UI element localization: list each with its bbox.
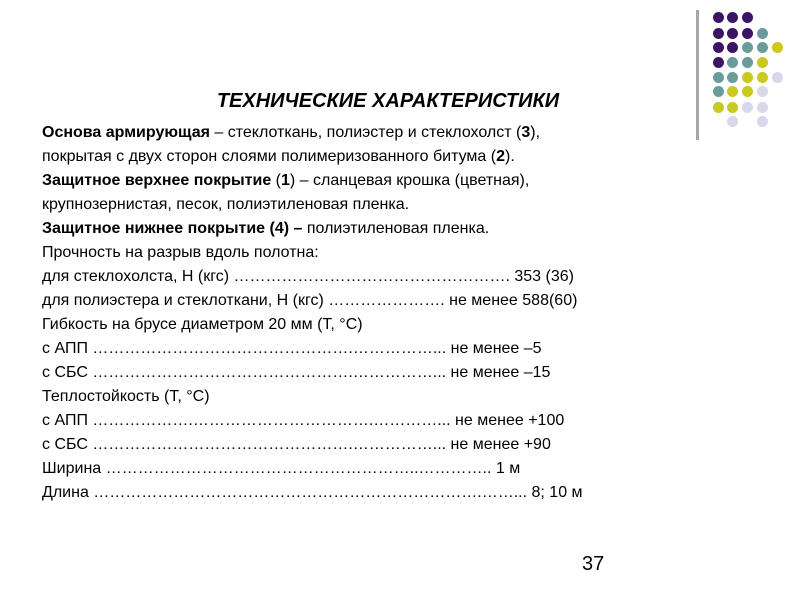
dot-purple xyxy=(742,28,753,39)
text-segment: – стеклоткань, полиэстер и стеклохолст ( xyxy=(209,124,522,141)
text-segment: с АПП ………………………………………….……………... не менее –5 xyxy=(42,340,542,357)
text-segment: для стеклохолста, Н (кгс) ……………………………………………. 353 (36) xyxy=(42,268,574,285)
text-segment: ( xyxy=(271,172,281,189)
dot-teal xyxy=(757,28,768,39)
text-segment: полиэтиленовая пленка. xyxy=(302,220,490,237)
text-segment: крупнозернистая, песок, полиэтиленовая пленка. xyxy=(42,196,410,213)
text-line xyxy=(42,361,583,385)
text-line xyxy=(42,409,583,433)
dot-yellow xyxy=(757,57,768,68)
bold-text: Защитное верхнее покрытие xyxy=(42,172,272,189)
text-segment: ) – сланцевая крошка (цветная), xyxy=(289,172,530,189)
dot-teal xyxy=(742,57,753,68)
text-line xyxy=(42,481,583,505)
dot-purple xyxy=(727,28,738,39)
page-number: 37 xyxy=(582,553,605,575)
dot-purple xyxy=(727,42,738,53)
dot-lavender xyxy=(727,116,738,127)
dot-purple xyxy=(742,12,753,23)
bold-text: 3 xyxy=(521,124,531,141)
dot-lavender xyxy=(772,72,783,83)
text-line xyxy=(42,385,583,409)
dot-teal xyxy=(713,72,724,83)
text-line xyxy=(42,121,583,145)
text-line xyxy=(42,217,583,241)
slide-title: ТЕХНИЧЕСКИЕ ХАРАКТЕРИСТИКИ xyxy=(216,90,560,112)
text-line xyxy=(42,265,583,289)
text-segment: ). xyxy=(504,148,515,165)
dot-yellow xyxy=(757,72,768,83)
bold-text: 2 xyxy=(496,148,505,165)
bold-text: Защитное нижнее покрытие (4) – xyxy=(42,220,303,237)
text-line xyxy=(42,457,583,481)
dot-teal xyxy=(727,72,738,83)
text-segment: для полиэстера и стеклоткани, Н (кгс) …………………. не менее 588(60) xyxy=(42,292,578,309)
dot-teal xyxy=(727,57,738,68)
text-segment: Гибкость на брусе диаметром 20 мм (Т, °С) xyxy=(42,316,363,333)
text-line xyxy=(42,337,583,361)
text-line xyxy=(42,169,583,193)
text-line xyxy=(42,289,583,313)
text-segment: Прочность на разрыв вдоль полотна: xyxy=(42,244,319,261)
text-segment: покрытая с двух сторон слоями полимеризованного битума ( xyxy=(42,148,497,165)
text-segment: Ширина …………………………………………………..………….. 1 м xyxy=(42,460,521,477)
dot-teal xyxy=(742,42,753,53)
text-line xyxy=(42,241,583,265)
dot-purple xyxy=(713,42,724,53)
text-segment: с АПП ……………….…………………………….…………... не менее +100 xyxy=(42,412,565,429)
decorative-vertical-rule xyxy=(696,10,699,140)
text-segment: ), xyxy=(530,124,541,141)
dot-purple xyxy=(713,12,724,23)
dot-purple xyxy=(713,28,724,39)
dot-purple xyxy=(727,12,738,23)
text-segment: с СБС ………………………………………….……………... не менее +90 xyxy=(42,436,551,453)
text-segment: с СБС ………………………………………….……………... не менее –15 xyxy=(42,364,551,381)
bold-text: 1 xyxy=(281,172,290,189)
text-segment: Теплостойкость (Т, °С) xyxy=(42,388,210,405)
dot-purple xyxy=(713,57,724,68)
dot-teal xyxy=(757,42,768,53)
text-line xyxy=(42,193,583,217)
text-segment: Длина ……………………………………………………………….……... 8; 10 м xyxy=(42,484,583,501)
dot-lavender xyxy=(757,116,768,127)
bold-text: Основа армирующая xyxy=(42,124,210,141)
text-line xyxy=(42,433,583,457)
text-line xyxy=(42,313,583,337)
text-line xyxy=(42,145,583,169)
dot-yellow xyxy=(772,42,783,53)
dot-yellow xyxy=(742,72,753,83)
slide-body-text xyxy=(42,121,583,505)
